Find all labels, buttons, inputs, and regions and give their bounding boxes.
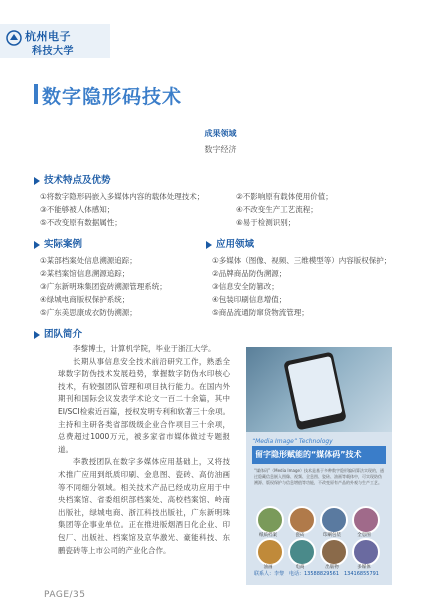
poster-contact: 联系人：李黎 电话：13588829561 13416855791	[254, 571, 379, 577]
team-description	[58, 343, 230, 557]
app-item: ①多媒体（图像、视频、三维模型等）内容版权保护；	[212, 256, 392, 265]
application-circle	[288, 538, 316, 566]
application-circle-label: 纸质档案	[259, 533, 277, 538]
field-value: 数字经济	[204, 145, 237, 154]
application-circle-label: 油画	[263, 565, 273, 570]
application-circle-label: 瓷砖	[295, 533, 305, 538]
case-item: ②某档案馆信息溯源追踪；	[40, 269, 130, 278]
apps-heading	[206, 236, 254, 250]
feature-item: ③不能够被人体感知；	[40, 205, 115, 214]
page-number: PAGE/35	[44, 590, 86, 600]
feature-item: ④不改变生产工艺流程；	[236, 205, 318, 214]
cases-heading-text: 实际案例	[44, 239, 83, 250]
application-circle-label: 多媒体	[357, 565, 371, 570]
team-heading	[34, 326, 82, 340]
application-circle-label: 全息图	[357, 533, 371, 538]
university-logo-icon	[6, 30, 22, 46]
title-accent-bar	[34, 84, 38, 104]
application-circle	[256, 506, 284, 534]
triangle-bullet-icon	[34, 241, 40, 249]
app-item: ④包装印刷信息增值；	[212, 295, 287, 304]
application-circle	[352, 506, 380, 534]
feature-item: ⑤不改变原有数据属性；	[40, 218, 122, 227]
team-paragraph: 长期从事信息安全技术前沿研究工作，熟悉全球数字防伪技术发展趋势，掌握数字防伪水印核心技术，有较强团队管理和项目执行能力。在国内外期刊和国际会议发表学术论文一百二十余篇，其中EI/SCI检索近百篇，授权发明专利和软著三十余项。主持和主研各类省部级级企业合作项目三十余项，总费超过1000万元，被多家省市媒体做过专题报道。	[58, 356, 230, 454]
application-circle-label: 印刷包装	[323, 533, 341, 538]
features-heading-text: 技术特点及优势	[44, 175, 111, 186]
page-title: 数字隐形码技术	[42, 86, 183, 108]
application-circle	[288, 506, 316, 534]
team-paragraph: 李黎博士，计算机学院，毕业于浙江大学。	[73, 344, 216, 353]
team-paragraph: 李教授团队在数字多媒体应用基础上，又将技术推广应用到纸质印刷、金息图、瓷砖、高仿油画等不同细分领域。相关技术产品已经成功应用于中央档案馆、省委组织部档案处、高校档案馆、岭南出版社，绿城电商、浙江科技出版社，广东新明珠集团等企事业单位。正在推进版烟酒日化企业、印包厂、出版社、档案馆及京华激光、豪能科技、东鹏瓷砖等上市公司的产业化合作。	[58, 457, 230, 555]
logo-text-line2: 科技大学	[32, 46, 74, 57]
cases-heading	[34, 236, 82, 250]
application-circle-label: 出版物	[325, 565, 339, 570]
feature-item: ②不影响原有载体使用价值；	[236, 192, 333, 201]
triangle-bullet-icon	[206, 241, 212, 249]
feature-item: ⑥易于检测识别；	[236, 218, 296, 227]
application-circle	[256, 538, 284, 566]
poster-title: 留字隐形赋能的“媒体码”技术	[255, 450, 362, 459]
field-heading: 成果领域	[204, 129, 237, 138]
feature-item: ①将数字隐形码嵌入多媒体内容的载体处理技术；	[40, 192, 205, 201]
poster-subtitle: “Media Image” Technology	[252, 438, 333, 445]
application-circle	[320, 538, 348, 566]
case-item: ①某部档案处信息溯源追踪；	[40, 256, 137, 265]
poster-body-text: “媒体码”（Media Image）技术是基于多种数字隐形编码算法实现的，通过隐藏信息嵌入图像、视频、全息图、瓷砖、油画等载体中，可实现防伪溯源、版权保护与信息增值等功能，不改变原有产品的外观与生产工艺。	[254, 468, 384, 485]
features-heading	[34, 172, 111, 186]
apps-heading-text: 应用领域	[216, 239, 255, 250]
application-circle	[352, 538, 380, 566]
logo-text-line1: 杭州电子	[25, 30, 71, 43]
app-item: ②品牌商品防伪溯源；	[212, 269, 287, 278]
case-item: ⑤广东美思康成衣防伪溯源；	[40, 308, 137, 317]
case-item: ④绿城电商版权保护系统；	[40, 295, 130, 304]
case-item: ③广东新明珠集团瓷砖溯源管理系统；	[40, 282, 167, 291]
application-circle	[320, 506, 348, 534]
app-item: ⑤商品流通防窜货物流管理；	[212, 308, 309, 317]
triangle-bullet-icon	[34, 177, 40, 185]
triangle-bullet-icon	[34, 331, 40, 339]
team-heading-text: 团队简介	[44, 329, 83, 340]
app-item: ③信息安全防篡改；	[212, 282, 279, 291]
application-circle-label: 电商	[295, 565, 305, 570]
